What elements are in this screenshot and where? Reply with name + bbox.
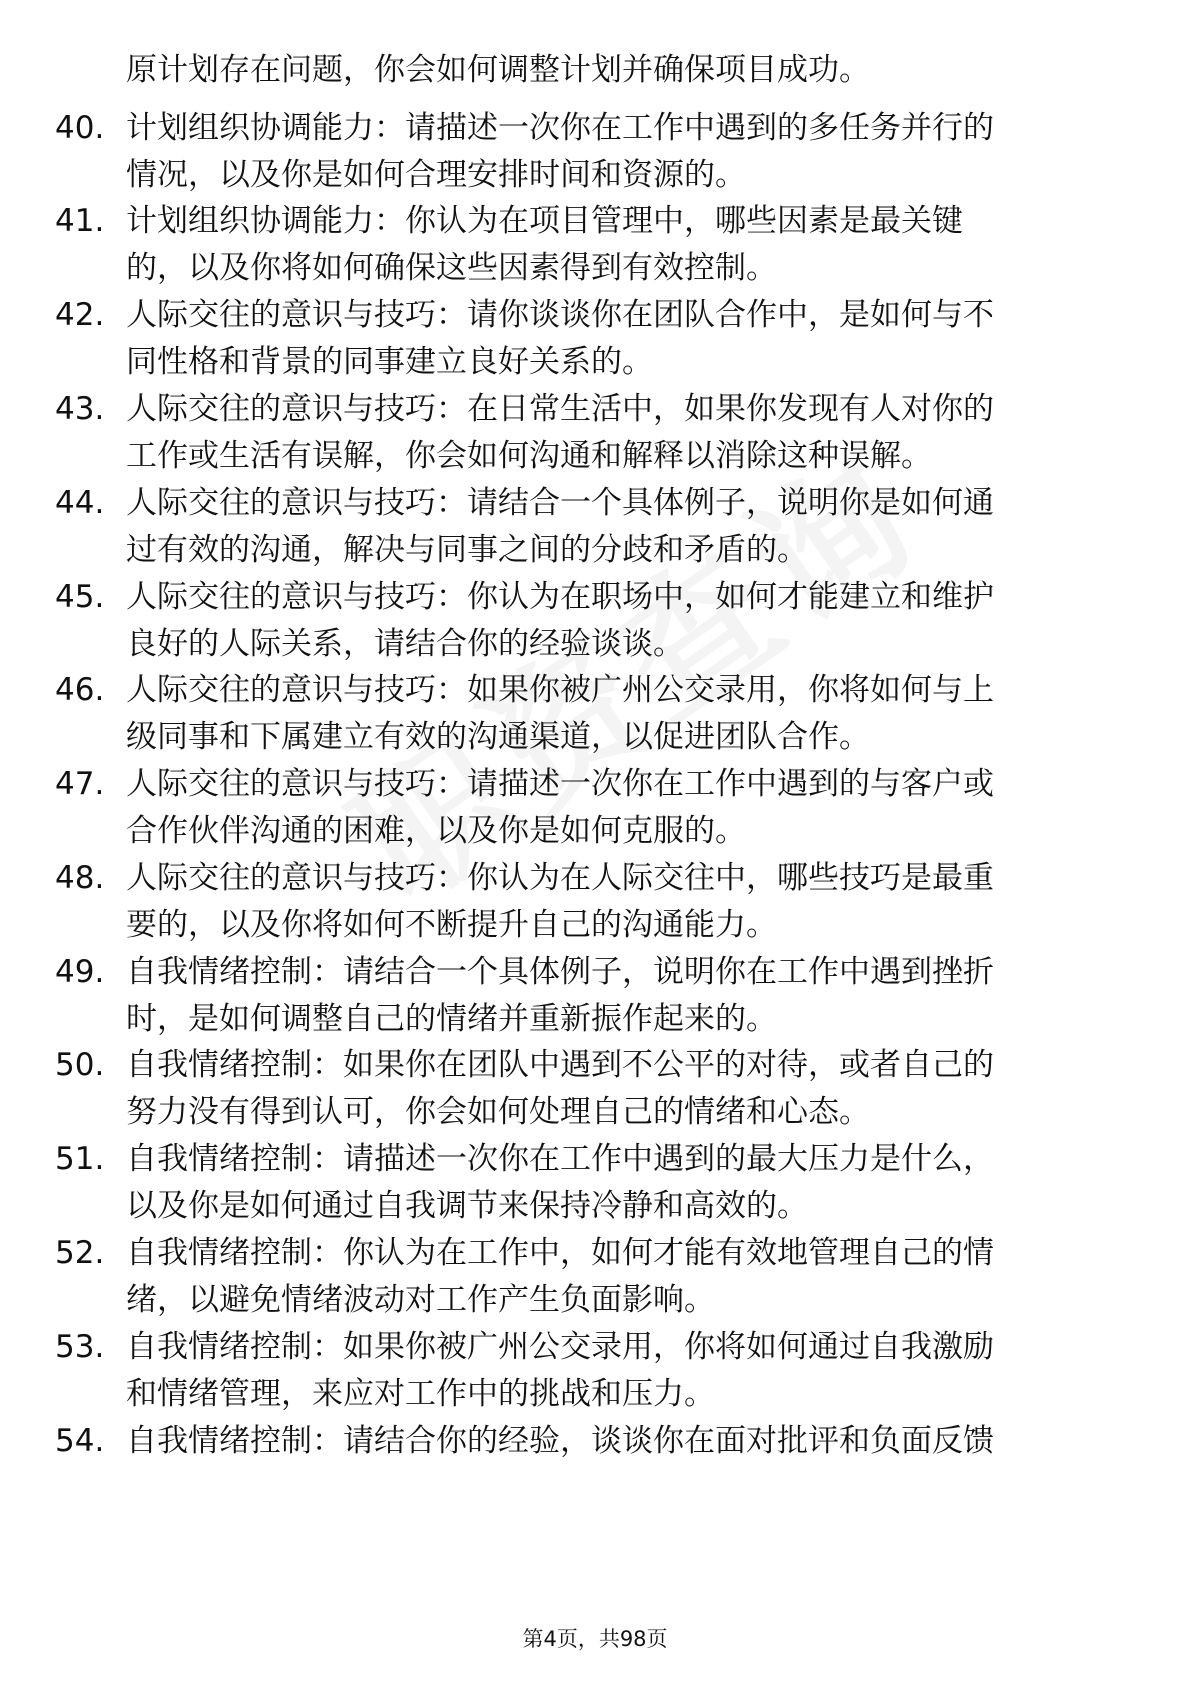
item-number: 46. bbox=[55, 672, 105, 708]
item-number: 47. bbox=[55, 766, 105, 802]
page-number-footer: 第4页，共98页 bbox=[522, 1627, 668, 1651]
list-item bbox=[0, 104, 1190, 202]
list-item bbox=[0, 385, 1190, 483]
item-text-line1: 人际交往的意识与技巧：你认为在职场中，如何才能建立和维护 bbox=[126, 579, 994, 615]
list-item bbox=[0, 479, 1190, 577]
item-text-line1: 人际交往的意识与技巧：如果你被广州公交录用，你将如何与上 bbox=[126, 672, 994, 708]
item-text-line1: 计划组织协调能力：请描述一次你在工作中遇到的多任务并行的 bbox=[126, 110, 994, 146]
item-text-line2: 工作或生活有误解，你会如何沟通和解释以消除这种误解。 bbox=[126, 438, 932, 474]
item-text-line1: 计划组织协调能力：你认为在项目管理中，哪些因素是最关键 bbox=[126, 203, 963, 239]
item-text-line2: 良好的人际关系，请结合你的经验谈谈。 bbox=[126, 626, 684, 662]
list-item bbox=[0, 1135, 1190, 1233]
item-number: 49. bbox=[55, 954, 105, 990]
item-text-line2: 和情绪管理，来应对工作中的挑战和压力。 bbox=[126, 1376, 715, 1412]
item-text-line2: 过有效的沟通，解决与同事之间的分歧和矛盾的。 bbox=[126, 532, 808, 568]
item-text-line1: 人际交往的意识与技巧：在日常生活中，如果你发现有人对你的 bbox=[126, 391, 994, 427]
item-number: 40. bbox=[55, 110, 105, 146]
item-number: 44. bbox=[55, 485, 105, 521]
list-item bbox=[0, 1323, 1190, 1421]
item-text-line1: 自我情绪控制：请结合一个具体例子，说明你在工作中遇到挫折 bbox=[126, 954, 994, 990]
continuation-line: 原计划存在问题，你会如何调整计划并确保项目成功。 bbox=[126, 52, 870, 88]
item-text-line1: 人际交往的意识与技巧：请你谈谈你在团队合作中，是如何与不 bbox=[126, 297, 994, 333]
item-text-line2: 情况，以及你是如何合理安排时间和资源的。 bbox=[126, 157, 746, 193]
list-item bbox=[0, 1041, 1190, 1139]
item-number: 43. bbox=[55, 391, 105, 427]
item-number: 45. bbox=[55, 579, 105, 615]
item-number: 53. bbox=[55, 1329, 105, 1365]
list-item bbox=[0, 948, 1190, 1046]
list-item bbox=[0, 666, 1190, 764]
item-number: 42. bbox=[55, 297, 105, 333]
item-text-line2: 要的，以及你将如何不断提升自己的沟通能力。 bbox=[126, 907, 777, 943]
list-item bbox=[0, 760, 1190, 858]
item-text-line2: 努力没有得到认可，你会如何处理自己的情绪和心态。 bbox=[126, 1094, 870, 1130]
item-text-line2: 合作伙伴沟通的困难，以及你是如何克服的。 bbox=[126, 813, 746, 849]
list-item bbox=[0, 573, 1190, 671]
item-number: 51. bbox=[55, 1141, 105, 1177]
item-text-line1: 自我情绪控制：你认为在工作中，如何才能有效地管理自己的情 bbox=[126, 1235, 994, 1271]
item-text-line1: 人际交往的意识与技巧：你认为在人际交往中，哪些技巧是最重 bbox=[126, 860, 994, 896]
item-number: 50. bbox=[55, 1047, 105, 1083]
item-text-line1: 自我情绪控制：请描述一次你在工作中遇到的最大压力是什么， bbox=[126, 1141, 994, 1177]
item-text-line1: 人际交往的意识与技巧：请描述一次你在工作中遇到的与客户或 bbox=[126, 766, 994, 802]
item-text-line2: 级同事和下属建立有效的沟通渠道，以促进团队合作。 bbox=[126, 719, 870, 755]
list-item bbox=[0, 291, 1190, 389]
list-item bbox=[0, 854, 1190, 952]
item-number: 52. bbox=[55, 1235, 105, 1271]
item-text-line2: 时，是如何调整自己的情绪并重新振作起来的。 bbox=[126, 1001, 777, 1037]
item-text-line1: 自我情绪控制：如果你被广州公交录用，你将如何通过自我激励 bbox=[126, 1329, 994, 1365]
list-item bbox=[0, 1229, 1190, 1327]
item-number: 54. bbox=[55, 1423, 105, 1459]
item-text-line2: 以及你是如何通过自我调节来保持冷静和高效的。 bbox=[126, 1188, 808, 1224]
item-text-line2: 的，以及你将如何确保这些因素得到有效控制。 bbox=[126, 250, 777, 286]
item-text-line1: 自我情绪控制：请结合你的经验，谈谈你在面对批评和负面反馈 bbox=[126, 1423, 994, 1459]
item-number: 41. bbox=[55, 203, 105, 239]
item-text-line2: 同性格和背景的同事建立良好关系的。 bbox=[126, 344, 653, 380]
item-number: 48. bbox=[55, 860, 105, 896]
list-item bbox=[0, 197, 1190, 295]
list-item bbox=[0, 1417, 1190, 1515]
item-text-line1: 自我情绪控制：如果你在团队中遇到不公平的对待，或者自己的 bbox=[126, 1047, 994, 1083]
item-text-line1: 人际交往的意识与技巧：请结合一个具体例子，说明你是如何通 bbox=[126, 485, 994, 521]
item-text-line2: 绪，以避免情绪波动对工作产生负面影响。 bbox=[126, 1282, 715, 1318]
